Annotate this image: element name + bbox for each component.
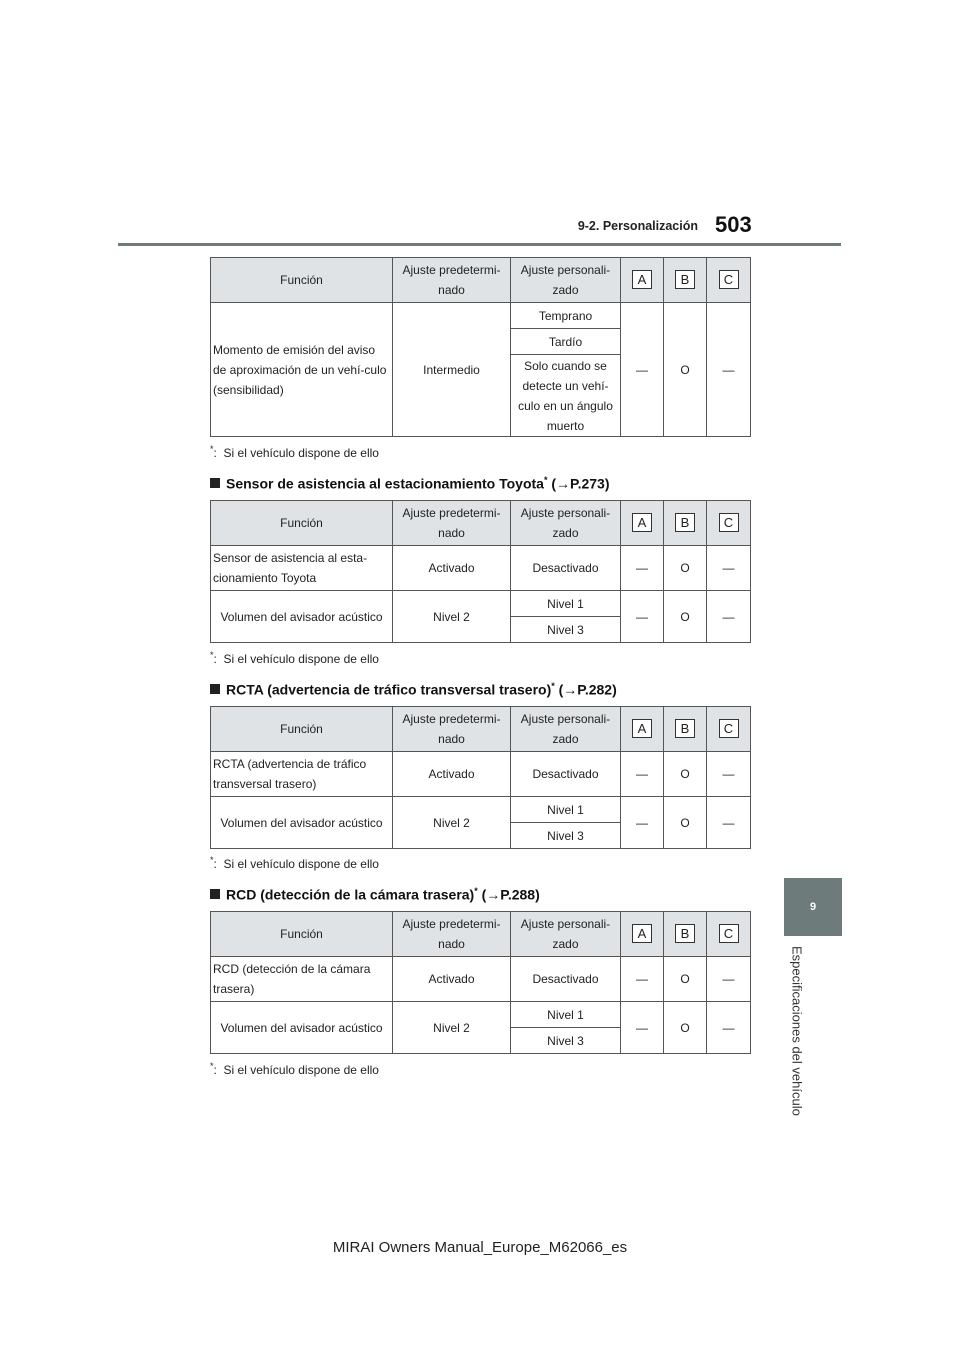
table-row xyxy=(211,797,751,823)
table-header-row xyxy=(211,258,751,303)
col-personal: Ajuste personali-zado xyxy=(511,912,621,957)
footnote-text: Si el vehículo dispone de ello xyxy=(223,652,379,666)
section-heading xyxy=(210,681,617,698)
chapter-tab xyxy=(784,878,842,936)
footnote-mark: * xyxy=(210,650,214,660)
table-row xyxy=(211,1002,751,1028)
footnote-text: Si el vehículo dispone de ello xyxy=(223,857,379,871)
label-a: A xyxy=(632,270,652,289)
chapter-label: Especificaciones del vehículo xyxy=(789,946,805,1116)
page-number: 503 xyxy=(715,212,752,237)
footnote-mark: * xyxy=(210,444,214,454)
cell-predet: Activado xyxy=(393,752,511,797)
cell-a: — xyxy=(621,957,664,1002)
col-funcion: Función xyxy=(211,258,393,303)
col-personal: Ajuste personali-zado xyxy=(511,707,621,752)
cell-b: O xyxy=(664,546,707,591)
col-predet: Ajuste predetermi-nado xyxy=(393,912,511,957)
cell-funcion: RCTA (advertencia de tráfico transversal trasero) xyxy=(211,752,393,797)
label-c: C xyxy=(719,513,739,532)
col-b xyxy=(664,501,707,546)
heading-title: RCTA (advertencia de tráfico transversal trasero) xyxy=(226,681,552,698)
cell-predet: Activado xyxy=(393,546,511,591)
footnote: *: Si el vehículo dispone de ello xyxy=(210,1061,379,1077)
header-rule xyxy=(118,243,841,246)
cell-funcion: RCD (detección de la cámara trasera) xyxy=(211,957,393,1002)
table-parking-sensor xyxy=(210,500,751,643)
cell-a: — xyxy=(621,546,664,591)
label-c: C xyxy=(719,270,739,289)
label-b: B xyxy=(675,270,695,289)
col-funcion: Función xyxy=(211,912,393,957)
cell-c: — xyxy=(707,591,751,643)
heading-title: RCD (detección de la cámara trasera) xyxy=(226,886,475,903)
table-rcta xyxy=(210,706,751,849)
cell-b: O xyxy=(664,957,707,1002)
cell-option: Tardío xyxy=(511,329,621,355)
cell-option: Solo cuando se detecte un vehí-culo en un ángulo muerto xyxy=(511,355,621,437)
cell-b: O xyxy=(664,303,707,437)
cell-c: — xyxy=(707,797,751,849)
chapter-number: 9 xyxy=(809,901,817,913)
cell-b: O xyxy=(664,752,707,797)
footnote-mark: * xyxy=(210,855,214,865)
table-row xyxy=(211,957,751,1002)
col-predet: Ajuste predetermi-nado xyxy=(393,707,511,752)
cell-option: Nivel 1 xyxy=(511,1002,621,1028)
cell-c: — xyxy=(707,546,751,591)
label-b: B xyxy=(675,924,695,943)
col-a xyxy=(621,258,664,303)
cell-option: Nivel 3 xyxy=(511,1028,621,1054)
label-a: A xyxy=(632,513,652,532)
footnote-mark: * xyxy=(210,1061,214,1071)
col-c xyxy=(707,912,751,957)
label-c: C xyxy=(719,719,739,738)
page-reference: (→P.282) xyxy=(558,681,617,698)
bullet-square-icon xyxy=(210,478,220,488)
cell-b: O xyxy=(664,1002,707,1054)
cell-funcion: Volumen del avisador acústico xyxy=(211,797,393,849)
heading-mark: * xyxy=(543,475,548,485)
col-personal: Ajuste personali-zado xyxy=(511,258,621,303)
cell-a: — xyxy=(621,752,664,797)
label-c: C xyxy=(719,924,739,943)
col-a xyxy=(621,501,664,546)
table-rcd xyxy=(210,911,751,1054)
manual-footer: MIRAI Owners Manual_Europe_M62066_es xyxy=(332,1239,628,1256)
cell-funcion: Momento de emisión del aviso de aproximación de un vehí-culo (sensibilidad) xyxy=(211,303,393,437)
col-c xyxy=(707,501,751,546)
bullet-square-icon xyxy=(210,889,220,899)
table-row xyxy=(211,303,751,329)
heading-title: Sensor de asistencia al estacionamiento Toyota xyxy=(226,475,544,492)
label-b: B xyxy=(675,719,695,738)
cell-option: Nivel 3 xyxy=(511,617,621,643)
cell-predet: Intermedio xyxy=(393,303,511,437)
heading-mark: * xyxy=(551,681,555,691)
cell-predet: Activado xyxy=(393,957,511,1002)
page-reference: (→P.273) xyxy=(551,475,610,492)
cell-funcion: Volumen del avisador acústico xyxy=(211,591,393,643)
col-b xyxy=(664,912,707,957)
col-funcion: Función xyxy=(211,707,393,752)
label-b: B xyxy=(675,513,695,532)
cell-funcion: Sensor de asistencia al esta-cionamiento Toyota xyxy=(211,546,393,591)
cell-predet: Nivel 2 xyxy=(393,797,511,849)
table-header-row xyxy=(211,501,751,546)
col-c xyxy=(707,707,751,752)
col-b xyxy=(664,707,707,752)
col-b xyxy=(664,258,707,303)
section-heading xyxy=(210,886,540,903)
col-c xyxy=(707,258,751,303)
bullet-square-icon xyxy=(210,684,220,694)
cell-a: — xyxy=(621,1002,664,1054)
cell-c: — xyxy=(707,303,751,437)
footnote: *: Si el vehículo dispone de ello xyxy=(210,444,379,460)
cell-c: — xyxy=(707,1002,751,1054)
cell-b: O xyxy=(664,591,707,643)
cell-option: Nivel 1 xyxy=(511,797,621,823)
table-row xyxy=(211,546,751,591)
col-personal: Ajuste personali-zado xyxy=(511,501,621,546)
label-a: A xyxy=(632,719,652,738)
label-a: A xyxy=(632,924,652,943)
table-header-row xyxy=(211,707,751,752)
cell-b: O xyxy=(664,797,707,849)
cell-personal: Desactivado xyxy=(511,752,621,797)
table-row xyxy=(211,591,751,617)
cell-c: — xyxy=(707,752,751,797)
cell-a: — xyxy=(621,797,664,849)
footnote: *: Si el vehículo dispone de ello xyxy=(210,855,379,871)
section-title: 9-2. Personalización xyxy=(577,219,698,233)
footnote-text: Si el vehículo dispone de ello xyxy=(223,446,379,460)
cell-personal: Desactivado xyxy=(511,957,621,1002)
cell-a: — xyxy=(621,591,664,643)
cell-c: — xyxy=(707,957,751,1002)
cell-option: Temprano xyxy=(511,303,621,329)
table-sensitivity xyxy=(210,257,751,437)
col-predet: Ajuste predetermi-nado xyxy=(393,501,511,546)
cell-predet: Nivel 2 xyxy=(393,591,511,643)
footnote: *: Si el vehículo dispone de ello xyxy=(210,650,379,666)
table-header-row xyxy=(211,912,751,957)
footnote-text: Si el vehículo dispone de ello xyxy=(223,1063,379,1077)
section-heading xyxy=(210,475,609,492)
table-row xyxy=(211,752,751,797)
col-a xyxy=(621,912,664,957)
cell-predet: Nivel 2 xyxy=(393,1002,511,1054)
cell-a: — xyxy=(621,303,664,437)
cell-option: Nivel 3 xyxy=(511,823,621,849)
cell-personal: Desactivado xyxy=(511,546,621,591)
page-reference: (→P.288) xyxy=(481,886,540,903)
col-predet: Ajuste predetermi-nado xyxy=(393,258,511,303)
cell-option: Nivel 1 xyxy=(511,591,621,617)
heading-mark: * xyxy=(474,886,478,896)
col-funcion: Función xyxy=(211,501,393,546)
col-a xyxy=(621,707,664,752)
cell-funcion: Volumen del avisador acústico xyxy=(211,1002,393,1054)
